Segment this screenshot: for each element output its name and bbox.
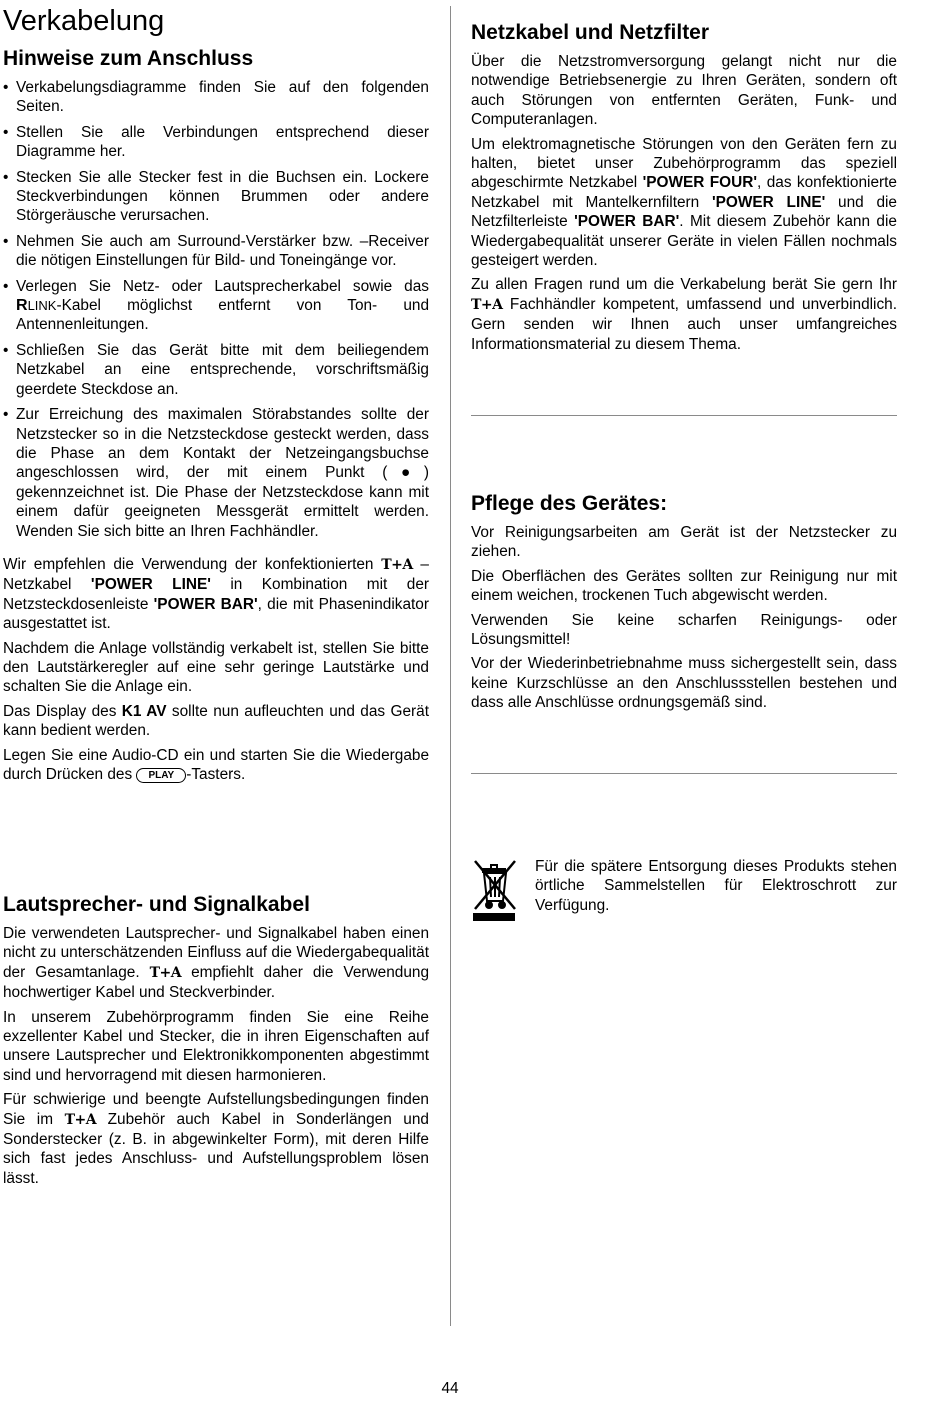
text-fragment: Die verwendeten Lautsprecher- und Signalkabel haben einen nicht zu unterschätzenden Einfluss auf die Wiedergabequalität der Gesamtanlage. xyxy=(3,925,429,981)
column-divider xyxy=(450,6,451,1326)
horizontal-rule xyxy=(471,415,897,416)
text-fragment: Das Display des xyxy=(3,702,122,720)
text-fragment: Wir empfehlen die Verwendung der konfektionierten xyxy=(3,555,382,573)
text-fragment: -Kabel möglichst entfernt von Ton- und Antennenleitungen. xyxy=(16,297,429,334)
text-fragment: , das konfektionierte Netzkabel mit Mantelkernfiltern xyxy=(471,174,897,211)
model-name: K1 AV xyxy=(121,702,167,720)
text-fragment: Zu allen Fragen rund um die Verkabelung berät Sie gern Ihr xyxy=(471,276,897,294)
list-item xyxy=(3,277,429,335)
rlink-logo-text: LINK xyxy=(27,298,57,314)
product-name: 'POWER LINE' xyxy=(711,193,826,211)
text-fragment: Zur Erreichung des maximalen Störabstandes sollte der Netzstecker so in die Netzsteckdose gesteckt werden, dass die Phase an dem Kontakt der Netzeingangsbuchse angeschlossen wird, der mit einem Punkt ( xyxy=(16,406,429,482)
text-fragment: Zubehör auch Kabel in Sonderlängen und Sonderstecker (z. B. in abgewinkelter Form), mit deren Hilfe sich fast jedes Anschluss- und Aufstellungsproblem lösen lässt. xyxy=(3,1110,429,1187)
text-fragment: sollte nun aufleuchten und das Gerät kann bedient werden. xyxy=(3,702,429,740)
text-fragment: –Netzkabel xyxy=(3,555,429,594)
list-item: • Stellen Sie alle Verbindungen entsprechend dieser Diagramme her. xyxy=(3,123,429,162)
section-title-power-cables: Netzkabel und Netzfilter xyxy=(471,21,710,44)
paragraph-care: Die Oberflächen des Gerätes sollten zur Reinigung nur mit einem weichen, trockenen Tuch abgewischt werden. xyxy=(471,567,897,605)
paragraph-audio-cd xyxy=(3,746,429,785)
paragraph-recommendation xyxy=(3,555,429,634)
text-fragment: in Kombination mit der Netzsteckdosenleiste xyxy=(3,576,430,613)
paragraph-care: Vor der Wiederinbetriebnahme muss sichergestellt sein, dass keine Kurzschlüsse an den Anschlussstellen bestehen und dass alle Anschlüsse ordnungsgemäß sind. xyxy=(471,655,897,712)
text-fragment: Verlegen Sie Netz- oder Lautsprecherkabel sowie das xyxy=(16,277,429,295)
brand-logo-ta: T+A xyxy=(471,296,503,313)
text-fragment: . Mit diesem Zubehör kann die Wiedergabequalität unserer Geräte in vielen Fällen nochmals gesteigert werden. xyxy=(471,213,897,270)
section-title-speaker-cables: Lautsprecher- und Signalkabel xyxy=(3,893,310,916)
paragraph-disposal: Für die spätere Entsorgung dieses Produkts stehen örtliche Sammelstellen für Elektroschrott zur Verfügung. xyxy=(535,858,897,914)
horizontal-rule xyxy=(471,773,897,774)
product-name: 'POWER BAR' xyxy=(153,595,258,613)
left-column xyxy=(3,0,429,789)
text-fragment: Fachhändler kompetent, umfassend und unverbindlich. Gern senden wir Ihnen auch unser umfangreiches Informationsmaterial zu diesem Thema. xyxy=(471,295,897,353)
right-column xyxy=(471,20,897,359)
paragraph-speaker-accessories: In unserem Zubehörprogramm finden Sie eine Reihe exzellenter Kabel und Stecker, die in ihren Eigenschaften auf unsere Lautsprecher und Elektronikkomponenten abgestimmt sind und hervorragend mit diesen harmonieren. xyxy=(3,1008,429,1084)
brand-logo-ta: T+A xyxy=(64,1111,97,1128)
disposal-notice xyxy=(471,857,897,920)
brand-logo-ta: T+A xyxy=(381,556,413,573)
text-fragment: empfiehlt daher die Verwendung hochwertiger Kabel und Steckverbinder. xyxy=(3,963,430,1002)
text-fragment: und die Netzfilterleiste xyxy=(471,193,897,231)
crossed-out-wheelie-bin-icon xyxy=(471,857,519,923)
text-fragment: ) gekennzeichnet ist. Die Phase der Netzsteckdose kann mit einem dafür geeigneten Messgerät ermittelt werden. Wenden Sie sich bitte an Ihren Fachhändler. xyxy=(16,464,429,540)
list-item: • Verkabelungsdiagramme finden Sie auf den folgenden Seiten. xyxy=(3,78,429,117)
paragraph-dealer-advice xyxy=(471,275,897,354)
paragraph-care: Verwenden Sie keine scharfen Reinigungs- oder Lösungsmittel! xyxy=(471,611,897,649)
text-fragment: , die mit Phasenindikator ausgestattet ist. xyxy=(3,595,429,633)
product-name: 'POWER LINE' xyxy=(90,576,211,594)
text-fragment: Legen Sie eine Audio-CD ein und starten Sie die Wiedergabe durch Drücken des xyxy=(3,746,429,783)
play-button-symbol: PLAY xyxy=(136,768,186,783)
text-fragment: Für schwierige und beengte Aufstellungsbedingungen finden Sie im xyxy=(3,1091,429,1128)
list-item xyxy=(3,405,429,541)
paragraph-speaker-special xyxy=(3,1090,429,1188)
paragraph-care: Vor Reinigungsarbeiten am Gerät ist der Netzstecker zu ziehen. xyxy=(471,524,897,561)
phase-dot-symbol: ● xyxy=(387,464,424,482)
paragraph-power-on: Nachdem die Anlage vollständig verkabelt ist, stellen Sie bitte den Lautstärkeregler auf eine sehr geringe Lautstärke und schalten Sie die Anlage ein. xyxy=(3,639,429,696)
connection-notes-list xyxy=(3,78,429,541)
product-name: 'POWER FOUR' xyxy=(642,174,758,192)
paragraph-power-accessories xyxy=(471,135,897,271)
care-section xyxy=(471,491,897,718)
list-item: • Stecken Sie alle Stecker fest in die Buchsen ein. Lockere Steckverbindungen können Brummen oder andere Störgeräusche verursachen. xyxy=(3,168,429,226)
paragraph-power-supply: Über die Netzstromversorgung gelangt nicht nur die notwendige Betriebsenergie zu Ihren Geräten, sondern oft auch Störungen von entfernten Geräten, Funk- und Computeranlagen. xyxy=(471,53,897,129)
rlink-logo-r: R xyxy=(16,297,28,315)
speaker-cable-section xyxy=(3,892,429,1193)
text-fragment: -Tasters. xyxy=(186,766,246,783)
section-title-care: Pflege des Gerätes: xyxy=(471,492,668,515)
page-number: 44 xyxy=(441,1380,459,1397)
list-item: • Schließen Sie das Gerät bitte mit dem beiliegendem Netzkabel an eine entsprechende, vorschriftsmäßig geerdete Steckdose an. xyxy=(3,341,429,399)
paragraph-speaker-intro xyxy=(3,924,429,1003)
brand-logo-ta: T+A xyxy=(149,964,182,981)
section-title-connection-notes: Hinweise zum Anschluss xyxy=(3,47,254,70)
text-fragment: Um elektromagnetische Störungen von den Geräten fern zu halten, bietet unser Zubehörprogramm das speziell abgeschirmte Netzkabel xyxy=(471,135,897,192)
product-name: 'POWER BAR' xyxy=(574,213,680,231)
paragraph-display xyxy=(3,702,429,741)
page-title: Verkabelung xyxy=(3,5,165,37)
list-item: • Nehmen Sie auch am Surround-Verstärker bzw. –Receiver die nötigen Einstellungen für Bild- und Toneingänge vor. xyxy=(3,232,429,271)
